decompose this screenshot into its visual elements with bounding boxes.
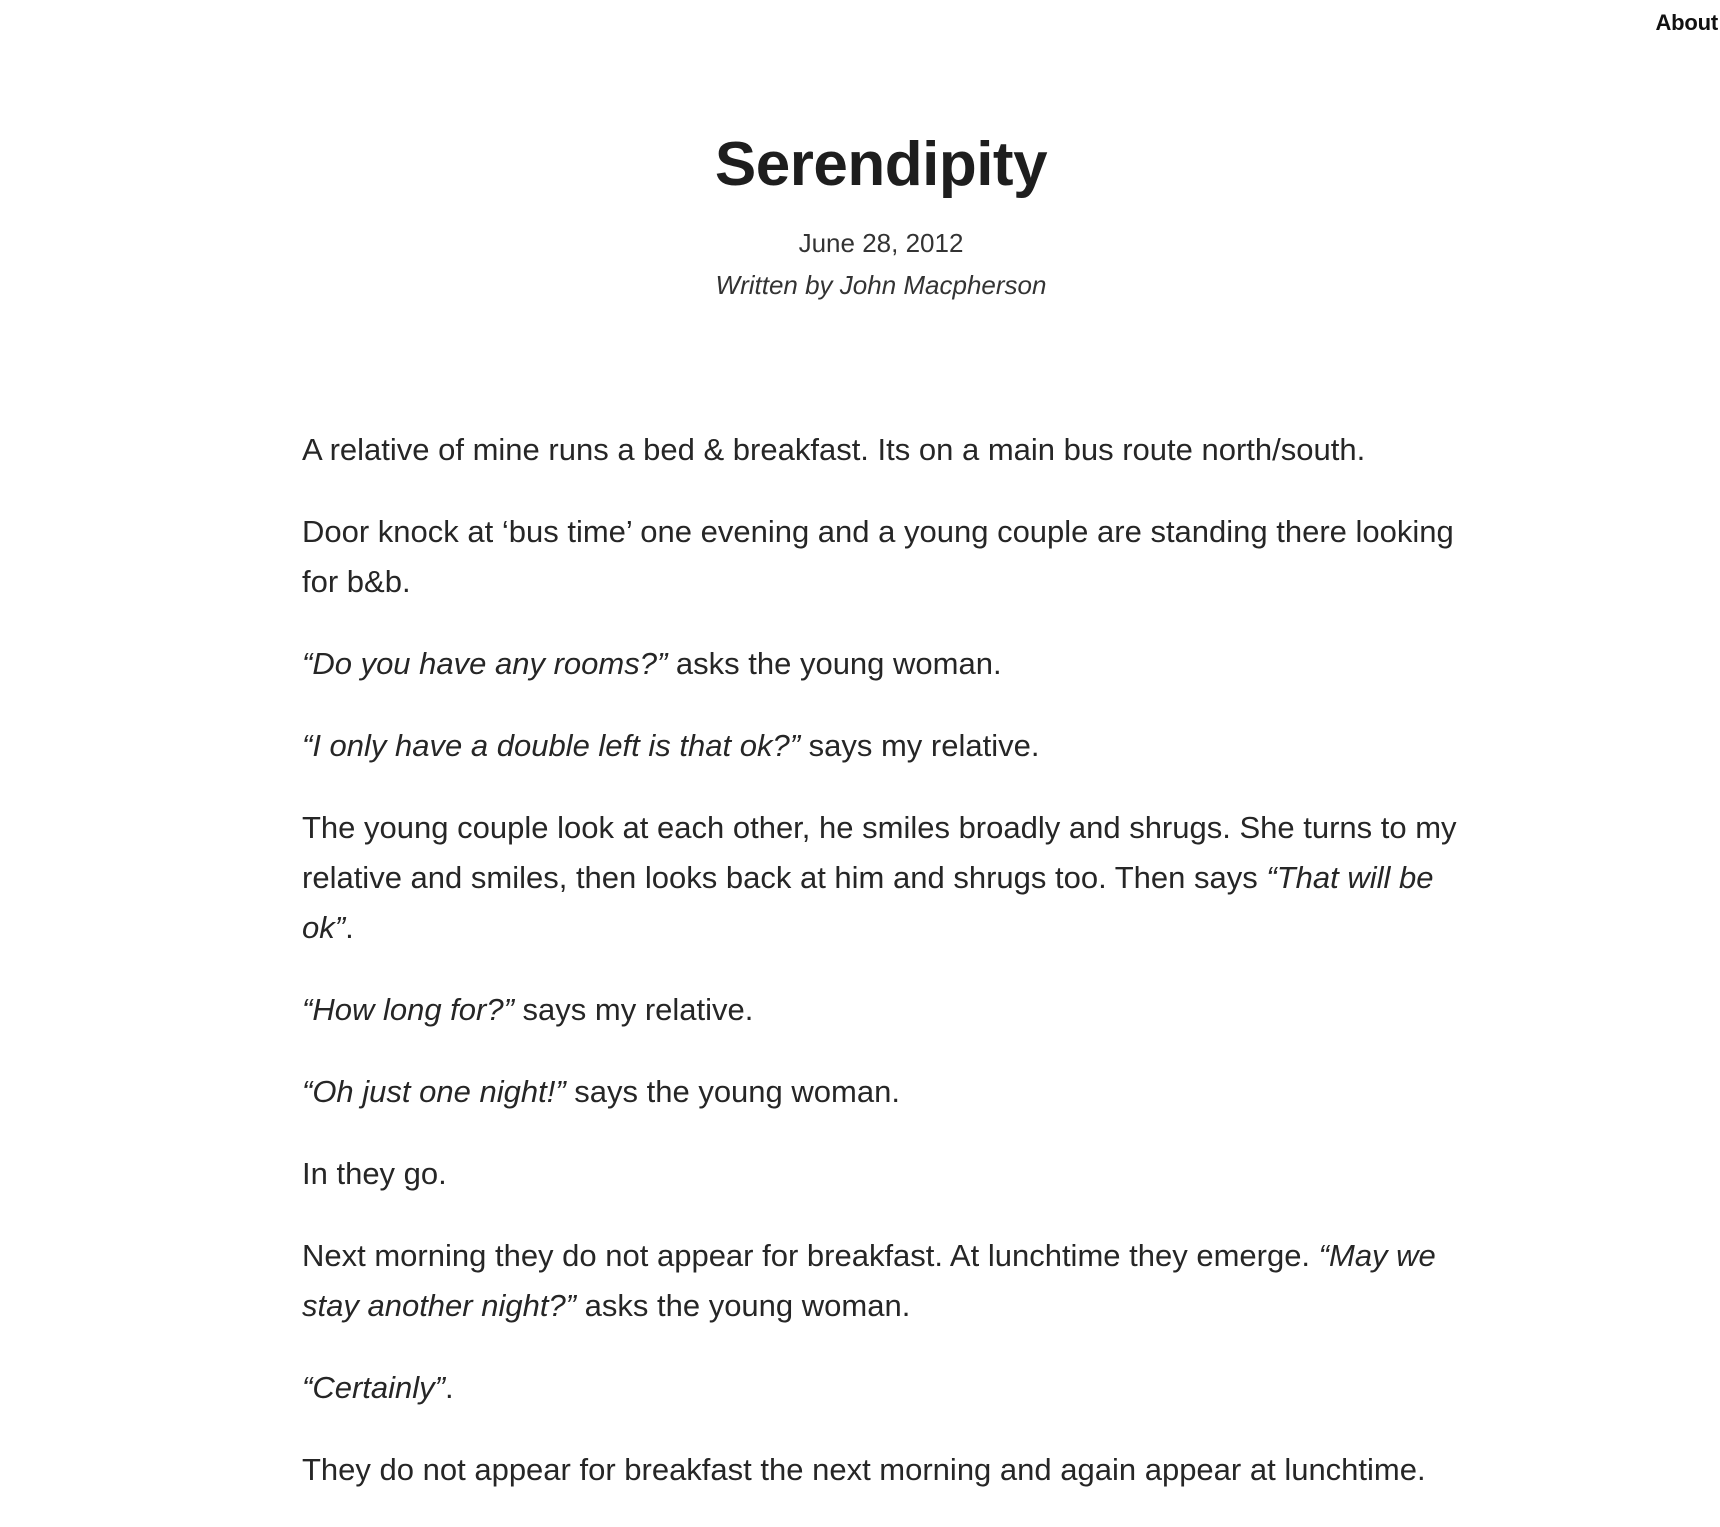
top-navigation (1655, 8, 1720, 38)
post-header (0, 125, 1720, 303)
paragraph-9 (302, 1231, 1462, 1331)
post-body (302, 425, 1462, 1527)
paragraph-text: The young couple look at each other, he smiles broadly and shrugs. She turns to my relative and smiles, then looks back at him and shrugs too. Then says (302, 810, 1457, 895)
paragraph-text: asks the young woman. (576, 1288, 911, 1323)
paragraph-text: says the young woman. (565, 1074, 900, 1109)
dialogue-quote: “How long for?” (302, 992, 514, 1027)
paragraph-text: says my relative. (513, 992, 754, 1027)
post-title: Serendipity (714, 130, 1048, 199)
dialogue-quote: “Do you have any rooms?” (302, 646, 668, 681)
paragraph-text: Next morning they do not appear for breakfast. At lunchtime they emerge. (302, 1238, 1319, 1273)
dialogue-quote: “That will be ok” (302, 860, 1434, 945)
nav-link-about[interactable]: About (1655, 10, 1718, 35)
paragraph-8 (302, 1149, 1462, 1199)
paragraph-11 (302, 1445, 1462, 1495)
paragraph-text: . (345, 910, 354, 945)
paragraph-5 (302, 803, 1462, 953)
paragraph-4 (302, 721, 1462, 771)
paragraph-text: They do not appear for breakfast the next morning and again appear at lunchtime. (302, 1452, 1426, 1487)
paragraph-2 (302, 507, 1462, 607)
dialogue-quote: “I only have a double left is that ok?” (302, 728, 801, 763)
paragraph-1 (302, 425, 1462, 475)
paragraph-10 (302, 1363, 1462, 1413)
paragraph-6 (302, 985, 1462, 1035)
post-author: Written by John Macpherson (715, 270, 1047, 300)
paragraph-7 (302, 1067, 1462, 1117)
dialogue-quote: “May we stay another night?” (302, 1238, 1436, 1323)
post-date: June 28, 2012 (798, 228, 964, 258)
dialogue-quote: “Oh just one night!” (302, 1074, 566, 1109)
dialogue-quote: “Certainly” (302, 1370, 445, 1405)
paragraph-3 (302, 639, 1462, 689)
paragraph-text: says my relative. (800, 728, 1040, 763)
paragraph-text: . (444, 1370, 454, 1405)
paragraph-text: A relative of mine runs a bed & breakfast. Its on a main bus route north/south. (302, 432, 1366, 467)
paragraph-text: In they go. (302, 1156, 447, 1191)
paragraph-text: asks the young woman. (667, 646, 1002, 681)
paragraph-text: Door knock at ‘bus time’ one evening and a young couple are standing there looking for b&b. (302, 514, 1454, 599)
